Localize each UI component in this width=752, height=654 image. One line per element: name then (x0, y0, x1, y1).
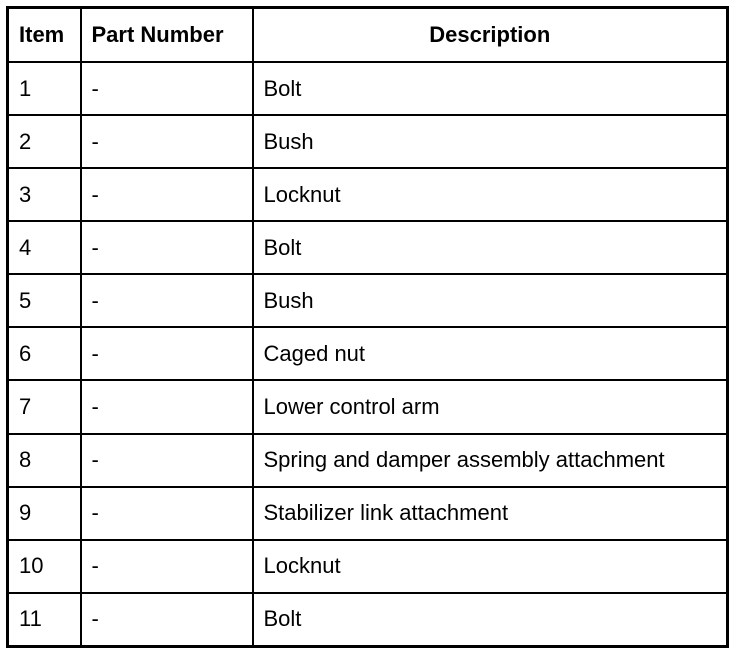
description-cell: Locknut (253, 540, 728, 593)
description-cell: Bolt (253, 593, 728, 647)
description-cell: Bolt (253, 62, 728, 115)
table-row (8, 168, 728, 221)
description-cell: Bush (253, 115, 728, 168)
part-number-cell: - (81, 487, 253, 540)
table-row (8, 115, 728, 168)
part-number-cell: - (81, 540, 253, 593)
description-cell: Bolt (253, 221, 728, 274)
item-number-cell: 1 (8, 62, 81, 115)
part-number-cell: - (81, 380, 253, 433)
part-number-cell: - (81, 221, 253, 274)
part-number-cell: - (81, 168, 253, 221)
item-number-cell: 2 (8, 115, 81, 168)
item-number-cell: 11 (8, 593, 81, 647)
description-cell: Lower control arm (253, 380, 728, 433)
parts-table (6, 6, 729, 648)
table-row (8, 274, 728, 327)
item-number-cell: 7 (8, 380, 81, 433)
description-cell: Spring and damper assembly attachment (253, 434, 728, 487)
table-row (8, 62, 728, 115)
table-body (8, 62, 728, 647)
table-row (8, 487, 728, 540)
description-cell: Locknut (253, 168, 728, 221)
part-number-cell: - (81, 274, 253, 327)
part-number-cell: - (81, 593, 253, 647)
table-row (8, 327, 728, 380)
column-header-item: Item (8, 8, 81, 63)
table-row (8, 380, 728, 433)
item-number-cell: 8 (8, 434, 81, 487)
item-number-cell: 5 (8, 274, 81, 327)
part-number-cell: - (81, 62, 253, 115)
column-header-part-number: Part Number (81, 8, 253, 63)
part-number-cell: - (81, 434, 253, 487)
table-row (8, 221, 728, 274)
table-row (8, 593, 728, 647)
item-number-cell: 4 (8, 221, 81, 274)
description-cell: Bush (253, 274, 728, 327)
description-cell: Caged nut (253, 327, 728, 380)
item-number-cell: 6 (8, 327, 81, 380)
item-number-cell: 3 (8, 168, 81, 221)
part-number-cell: - (81, 115, 253, 168)
part-number-cell: - (81, 327, 253, 380)
description-cell: Stabilizer link attachment (253, 487, 728, 540)
table-row (8, 434, 728, 487)
item-number-cell: 10 (8, 540, 81, 593)
item-number-cell: 9 (8, 487, 81, 540)
column-header-description: Description (253, 8, 728, 63)
table-row (8, 540, 728, 593)
header-row (8, 8, 728, 63)
table-header (8, 8, 728, 63)
